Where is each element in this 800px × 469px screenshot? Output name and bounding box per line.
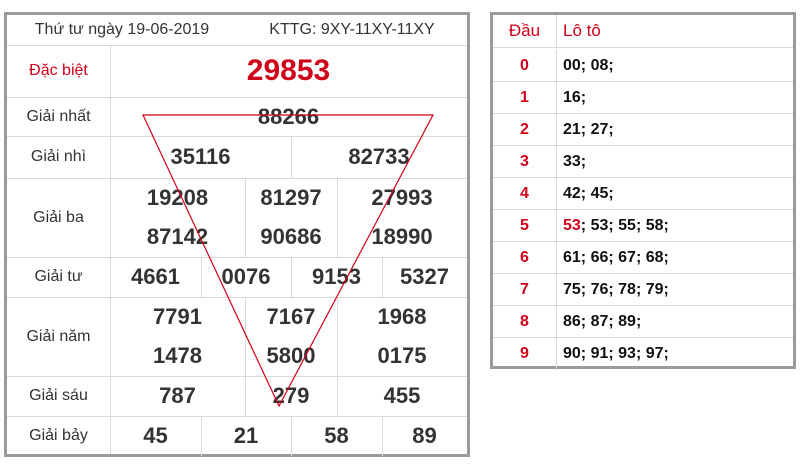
prize-number: 58: [324, 423, 349, 448]
loto-row: [493, 338, 793, 370]
loto-row: [493, 210, 793, 242]
loto-dau: 4: [493, 178, 557, 210]
prize-label-fifth: Giải năm: [26, 327, 91, 345]
prize-number: 4661: [131, 264, 180, 289]
prize-number: 0175: [377, 343, 427, 368]
prize-number: 1478: [153, 343, 202, 368]
loto-row: [493, 50, 793, 82]
loto-values: 75; 76; 78; 79;: [563, 281, 669, 298]
prize-label-sixth: Giải sáu: [29, 387, 88, 404]
loto-highlight: 53: [563, 217, 581, 234]
header-kttg: [237, 15, 467, 45]
prize-number: 9153: [312, 264, 361, 289]
prize-label-seventh: Giải bảy: [29, 427, 88, 444]
loto-values: 00; 08;: [563, 57, 614, 74]
prize-number: 5327: [400, 264, 449, 289]
loto-values: 61; 66; 67; 68;: [563, 249, 669, 266]
prize-number: 87142: [146, 224, 209, 249]
loto-dau: 2: [493, 114, 557, 146]
loto-header-loto: Lô tô: [563, 21, 601, 40]
loto-row: [493, 178, 793, 210]
header-date: [7, 15, 237, 45]
prize-label-fourth: Giải tư: [34, 268, 83, 285]
prize-number: 7167: [266, 303, 316, 329]
prize-number: 82733: [348, 144, 410, 169]
prize-number: 21: [233, 423, 259, 448]
prize-number: 89: [412, 423, 437, 448]
prize-number: 45: [143, 423, 168, 448]
loto-dau: 7: [493, 274, 557, 306]
loto-dau: 9: [493, 338, 557, 370]
prize-label-special: Đặc biệt: [29, 62, 88, 79]
results-table: [4, 12, 470, 457]
loto-dau: 8: [493, 306, 557, 338]
special-prize-number: 29853: [246, 54, 331, 87]
loto-row: [493, 82, 793, 114]
loto-row: [493, 306, 793, 338]
prize-number: 90686: [260, 224, 322, 249]
loto-header-dau: Đầu: [493, 15, 557, 47]
prize-number: 19208: [146, 184, 209, 210]
draw-date: Thứ tư ngày 19-06-2019: [34, 21, 210, 38]
prize-number: 18990: [371, 224, 433, 249]
loto-table: [490, 12, 796, 369]
kttg-label: KTTG: 9XY-11XY-11XY: [269, 21, 435, 38]
loto-values: [557, 210, 793, 242]
loto-dau: 5: [493, 210, 557, 242]
loto-dau: 3: [493, 146, 557, 178]
loto-header-row: [493, 15, 793, 47]
prize-number: 81297: [260, 184, 322, 210]
loto-values: 90; 91; 93; 97;: [563, 345, 669, 362]
prize-label-first: Giải nhất: [26, 107, 91, 125]
loto-values: 42; 45;: [563, 185, 614, 202]
prize-label-second: Giải nhì: [30, 148, 87, 165]
prize-number: 27993: [371, 184, 433, 210]
loto-row: [493, 146, 793, 178]
prize-number: 279: [272, 383, 310, 408]
prize-number: 1968: [377, 303, 427, 329]
prize-number: 88266: [257, 103, 320, 129]
loto-row: [493, 242, 793, 274]
loto-values-rest: ; 53; 55; 58;: [580, 217, 669, 234]
loto-values: 16;: [563, 89, 587, 106]
loto-values: 21; 27;: [563, 121, 614, 138]
loto-dau: 0: [493, 50, 557, 82]
prize-number: 455: [383, 383, 421, 408]
prize-number: 7791: [153, 303, 202, 329]
prize-number: 0076: [221, 264, 271, 289]
prize-number: 787: [159, 383, 196, 408]
loto-values: 86; 87; 89;: [563, 313, 642, 330]
loto-row: [493, 274, 793, 306]
loto-values: 33;: [563, 153, 587, 170]
loto-dau: 6: [493, 242, 557, 274]
prize-label-third: Giải ba: [33, 208, 84, 226]
prize-number: 35116: [170, 144, 231, 169]
loto-row: [493, 114, 793, 146]
loto-dau: 1: [493, 82, 557, 114]
prize-number: 5800: [266, 343, 316, 368]
